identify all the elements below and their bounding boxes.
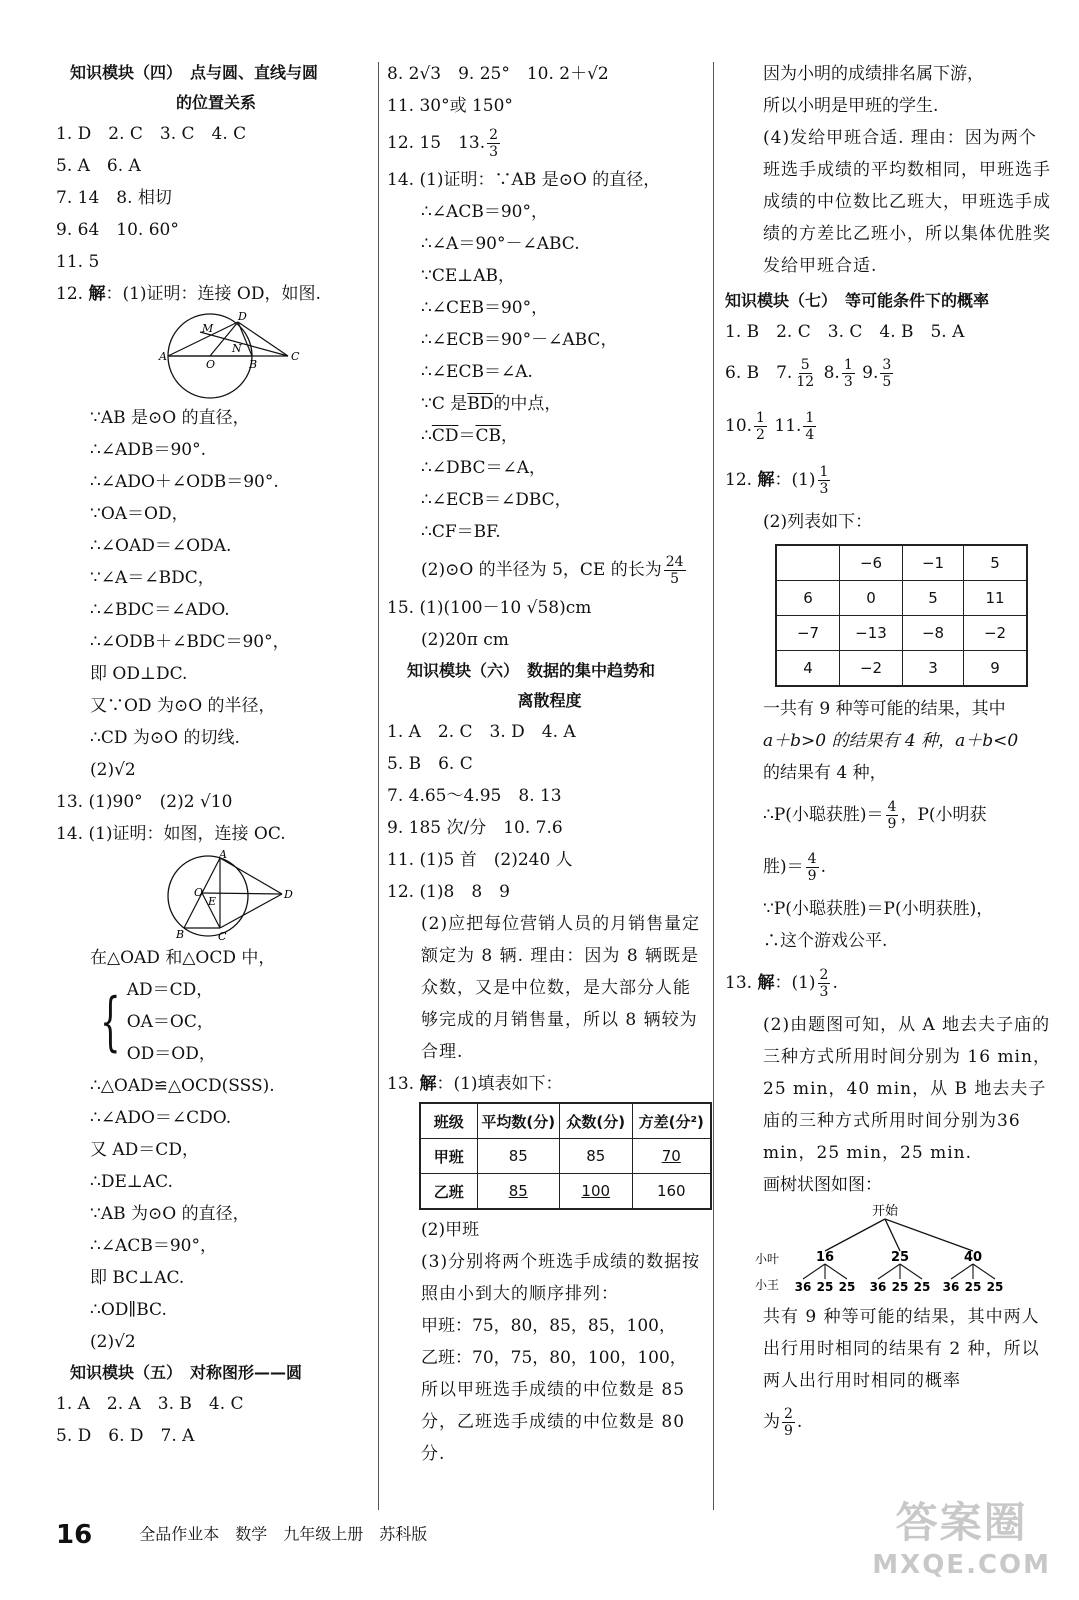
answer-line: 1. B 2. C 3. C 4. B 5. A xyxy=(725,322,965,342)
score-table xyxy=(419,1102,712,1210)
watermark-text: 答案圈 xyxy=(895,1498,1028,1547)
tree-leaf: 25 xyxy=(838,1280,856,1294)
fraction: $\frac{1}{3}$ xyxy=(843,357,853,390)
tree-leaf: 25 xyxy=(964,1280,982,1294)
answer-line: 8. 2√3 9. 25° 10. 2＋√2 xyxy=(387,64,609,84)
proof-line: ∴∠OAD＝∠ODA. xyxy=(90,536,232,556)
fraction: $\frac{4}{9}$ xyxy=(807,851,817,884)
paragraph: 所以甲班选手成绩的中位数是 85 分，乙班选手成绩的中位数是 80 分. xyxy=(421,1380,686,1464)
table-cell: −6 xyxy=(840,545,903,581)
paragraph: (4)发给甲班合适. 理由：因为两个班选手成绩的平均数相同，甲班选手成绩的中位数比乙班大，甲班选手成绩的方差比乙班小，所以集体优胜奖发给甲班合适. xyxy=(763,128,1051,276)
table-cell: 0 xyxy=(840,581,903,616)
point-label: A xyxy=(159,350,167,363)
proof-line: ∴∠CEB＝90°， xyxy=(421,298,549,318)
arc-label: $\overline{CD}$ xyxy=(431,426,459,446)
table-cell: 85 xyxy=(559,1139,632,1174)
answer-line: 10. $\frac{1}{2}$ 11. $\frac{1}{4}$ xyxy=(725,410,815,443)
proof-line: ∵AB 是⊙O 的直径， xyxy=(90,408,250,428)
arc-label: $\overline{BD}$ xyxy=(467,394,494,414)
proof-line: ∴∠ODB＋∠BDC＝90°， xyxy=(90,632,290,652)
answer-line: 12. 15 13. $\frac{2}{3}$ xyxy=(387,127,499,160)
table-cell: 100 xyxy=(559,1174,632,1210)
answer-line: (2)甲班 xyxy=(421,1220,480,1240)
tree-leaf: 25 xyxy=(913,1280,931,1294)
answer-line: 13. (1)90° (2)2 √10 xyxy=(56,792,233,812)
watermark-url: MXQE.COM xyxy=(872,1550,1051,1580)
tree-leaf: 25 xyxy=(986,1280,1004,1294)
answer-line: 1. A 2. A 3. B 4. C xyxy=(56,1394,244,1414)
table-cell: 85 xyxy=(477,1174,559,1210)
proof-line: (2)√2 xyxy=(90,760,136,780)
tree-node: 25 xyxy=(890,1250,910,1265)
table-cell: 3 xyxy=(903,651,964,687)
answer-line: (2)20π cm xyxy=(421,630,509,650)
answer-line: 画树状图如图： xyxy=(763,1175,882,1195)
proof-line: (2)√2 xyxy=(90,1332,136,1352)
column-3 xyxy=(725,58,1060,1447)
proof-line: OA＝OC， xyxy=(126,1012,214,1032)
proof-line: ∵∠A＝∠BDC， xyxy=(90,568,215,588)
section-heading: 知识模块（五） 对称图形——圆 xyxy=(70,1363,303,1382)
table-row xyxy=(776,581,1027,616)
point-label: B xyxy=(176,928,185,941)
fraction: $\frac{2}{3}$ xyxy=(819,967,829,1000)
proof-line: ∵CE⊥AB， xyxy=(421,266,515,286)
fraction: $\frac{4}{9}$ xyxy=(887,799,897,832)
proof-line: ∴CD 为⊙O 的切线. xyxy=(90,728,240,748)
answer-line: 11. 5 xyxy=(56,252,100,272)
proof-line: ∴∠ACB＝90°， xyxy=(421,202,548,222)
proof-line: $\therefore\overline{CD}=\overline{CB}$， xyxy=(421,426,518,446)
table-cell: 9 xyxy=(964,651,1028,687)
answer-line: 9. 185 次/分 10. 7.6 xyxy=(387,818,563,838)
proof-line: ∴∠ECB＝∠A. xyxy=(421,362,533,382)
circle-tangent-figure xyxy=(56,310,356,402)
point-label: C xyxy=(218,930,227,942)
section-heading: 的位置关系 xyxy=(175,93,256,112)
proof-line: ∴∠DBC＝∠A， xyxy=(421,458,547,478)
table-row xyxy=(776,651,1027,687)
answer-line: 5. B 6. C xyxy=(387,754,473,774)
tree-leaf: 25 xyxy=(816,1280,834,1294)
question-13: 13. 解：(1) $\frac{2}{3}$ . xyxy=(725,967,838,1000)
table-cell: 5 xyxy=(903,581,964,616)
answer-line: (2)列表如下： xyxy=(763,512,873,532)
answer-line: 6. B 7. $\frac{5}{12}$ 8. $\frac{1}{3}$ 9. $\frac{3}{5}$ xyxy=(725,357,892,390)
table-cell: −8 xyxy=(903,616,964,651)
sum-table xyxy=(775,544,1028,687)
fraction: $\frac{1}{4}$ xyxy=(805,410,815,443)
answer-line: 因为小明的成绩排名属下游， xyxy=(763,64,984,84)
point-label: B xyxy=(249,358,258,371)
point-label: D xyxy=(284,888,293,901)
proof-line: ∴CF＝BF. xyxy=(421,522,501,542)
proof-line: ∴OD∥BC. xyxy=(90,1300,167,1320)
column-divider xyxy=(713,62,714,1510)
fraction: $\frac{1}{3}$ xyxy=(819,464,829,497)
proof-line: ∴∠ECB＝∠DBC， xyxy=(421,490,572,510)
fraction: $\frac{5}{12}$ xyxy=(796,357,815,390)
fraction: $\frac{2}{3}$ xyxy=(489,127,499,160)
table-cell: 乙班 xyxy=(420,1174,477,1210)
proof-line: 即 OD⊥DC. xyxy=(90,664,188,684)
answer-line: 9. 64 10. 60° xyxy=(56,220,179,240)
arc-label: $\overline{CB}$ xyxy=(475,426,501,446)
table-cell: −2 xyxy=(964,616,1028,651)
fraction: $\frac{3}{5}$ xyxy=(882,357,892,390)
paragraph: (2)应把每位营销人员的月销售量定额定为 8 辆. 理由：因为 8 辆既是众数，又是中位数，是大部分人能够完成的月销售量，所以 8 辆较为合理. xyxy=(421,914,701,1062)
table-row xyxy=(420,1174,711,1210)
section-heading: 离散程度 xyxy=(517,691,582,710)
equation-system xyxy=(56,974,376,1070)
tree-node: 40 xyxy=(963,1250,983,1265)
point-label: E xyxy=(208,895,217,908)
paragraph: (3)分别将两个班选手成绩的数据按照由小到大的顺序排列： xyxy=(421,1252,701,1304)
proof-line: ∴∠ADO＝∠CDO. xyxy=(90,1108,232,1128)
proof-line: 又 AD＝CD， xyxy=(90,1140,199,1160)
point-label: O xyxy=(206,358,216,371)
proof-line: (2)⊙O 的半径为 5，CE 的长为 $\frac{24}{5}$ xyxy=(421,554,684,587)
section-heading: 知识模块（四） 点与圆、直线与圆 xyxy=(70,63,319,82)
answer-line: 1. D 2. C 3. C 4. C xyxy=(56,124,247,144)
table-cell: −2 xyxy=(840,651,903,687)
answer-line: a＋b>0 的结果有 4 种，a＋b<0 xyxy=(763,731,1019,751)
column-1 xyxy=(56,58,376,1452)
proof-line: ∴∠BDC＝∠ADO. xyxy=(90,600,230,620)
answer-line: 所以小明是甲班的学生. xyxy=(763,96,939,116)
proof-line: ∴∠ADB＝90°. xyxy=(90,440,206,460)
tree-leaf: 36 xyxy=(794,1280,812,1294)
tree-start: 开始 xyxy=(871,1204,899,1219)
proof-line: 在△OAD 和△OCD 中， xyxy=(90,948,276,968)
table-cell: −13 xyxy=(840,616,903,651)
point-label: N xyxy=(232,342,242,355)
table-cell xyxy=(776,545,840,581)
table-header: 班级 xyxy=(420,1103,477,1139)
answer-line: ∵P(小聪获胜)＝P(小明获胜)， xyxy=(763,899,994,919)
table-cell: 甲班 xyxy=(420,1139,477,1174)
section-heading: 知识模块（七） 等可能条件下的概率 xyxy=(725,291,990,310)
proof-line: 即 BC⊥AC. xyxy=(90,1268,185,1288)
answer-line: 胜)＝ $\frac{4}{9}$ . xyxy=(763,851,826,884)
proof-line: ∴△OAD≌△OCD(SSS). xyxy=(90,1076,275,1096)
table-row xyxy=(420,1139,711,1174)
question-14: 14. (1)证明：∵AB 是⊙O 的直径， xyxy=(387,170,661,190)
point-label: A xyxy=(219,850,227,861)
paragraph: (2)由题图可知，从 A 地去夫子庙的三种方式所用时间分别为 16 min，25 min，40 min，从 B 地去夫子庙的三种方式所用时间分别为36 min，25 min，25 min. xyxy=(763,1015,1051,1163)
answer-line: 7. 14 8. 相切 xyxy=(56,188,172,208)
page-footer xyxy=(56,1520,427,1550)
answer-line: 11. 30°或 150° xyxy=(387,96,513,116)
question-14: 14. (1)证明：如图，连接 OC. xyxy=(56,824,286,844)
question-12: 12. 解：(1)证明：连接 OD，如图. xyxy=(56,284,321,304)
tree-node: 16 xyxy=(815,1250,835,1265)
answer-line: ∴P(小聪获胜)＝ $\frac{4}{9}$ ，P(小明获 xyxy=(763,799,987,832)
point-label: M xyxy=(202,322,214,335)
answer-line: 5. A 6. A xyxy=(56,156,141,176)
proof-line: ∵AB 为⊙O 的直径， xyxy=(90,1204,250,1224)
tree-level-label: 小王 xyxy=(755,1278,780,1292)
book-title: 全品作业本 数学 九年级上册 苏科版 xyxy=(139,1524,428,1544)
table-header: 众数(分) xyxy=(559,1103,632,1139)
table-cell: 11 xyxy=(964,581,1028,616)
answer-line: 的结果有 4 种， xyxy=(763,763,887,783)
answer-line: 15. (1)(100－10 √58)cm xyxy=(387,598,592,618)
tree-level-label: 小叶 xyxy=(755,1252,780,1266)
answer-line: 乙班：70，75，80，100，100， xyxy=(421,1348,687,1368)
paragraph: 共有 9 种等可能的结果，其中两人出行用时相同的结果有 2 种，所以两人出行用时相同的概率 xyxy=(763,1307,1040,1391)
point-label: C xyxy=(291,350,300,363)
question-12: 12. 解：(1) $\frac{1}{3}$ xyxy=(725,464,829,497)
table-cell: 160 xyxy=(632,1174,711,1210)
table-cell: 5 xyxy=(964,545,1028,581)
answer-line: 12. (1)8 8 9 xyxy=(387,882,510,902)
question-13: 13. 解：(1)填表如下： xyxy=(387,1074,563,1094)
table-row xyxy=(776,545,1027,581)
proof-line: 又∵OD 为⊙O 的半径， xyxy=(90,696,276,716)
column-2 xyxy=(387,58,712,1470)
tree-leaf: 36 xyxy=(942,1280,960,1294)
table-cell: 70 xyxy=(632,1139,711,1174)
proof-line: ∴∠ACB＝90°， xyxy=(90,1236,217,1256)
point-label: O xyxy=(194,886,204,899)
proof-line: ∵C 是$\overline{BD}$的中点， xyxy=(421,394,562,414)
proof-line: ∴∠A＝90°－∠ABC. xyxy=(421,234,580,254)
tree-leaf: 36 xyxy=(869,1280,887,1294)
proof-line: ∴∠ADO＋∠ODB＝90°. xyxy=(90,472,279,492)
tree-diagram xyxy=(725,1201,1055,1301)
proof-line: ∵OA＝OD， xyxy=(90,504,189,524)
answer-line: ∴这个游戏公平. xyxy=(763,931,888,951)
section-heading: 知识模块（六） 数据的集中趋势和 xyxy=(407,661,656,680)
table-header: 平均数(分) xyxy=(477,1103,559,1139)
watermark xyxy=(872,1490,1051,1580)
column-divider xyxy=(378,62,379,1510)
table-cell: 6 xyxy=(776,581,840,616)
fraction: $\frac{2}{9}$ xyxy=(784,1406,793,1439)
answer-line: 11. (1)5 首 (2)240 人 xyxy=(387,850,573,870)
table-cell: −1 xyxy=(903,545,964,581)
answer-line: 7. 4.65～4.95 8. 13 xyxy=(387,786,562,806)
table-cell: 4 xyxy=(776,651,840,687)
proof-line: AD＝CD， xyxy=(126,980,214,1000)
point-label: D xyxy=(238,310,247,323)
proof-line: ∴∠ECB＝90°－∠ABC， xyxy=(421,330,618,350)
answer-line: 甲班：75，80，85，85，100， xyxy=(421,1316,676,1336)
table-row xyxy=(776,616,1027,651)
table-cell: 85 xyxy=(477,1139,559,1174)
table-header: 方差(分²) xyxy=(632,1103,711,1139)
proof-line: ∴DE⊥AC. xyxy=(90,1172,173,1192)
proof-line: OD＝OD， xyxy=(126,1044,216,1064)
fraction: $\frac{1}{2}$ xyxy=(756,410,765,443)
table-cell: −7 xyxy=(776,616,840,651)
answer-line: 为 $\frac{2}{9}$ . xyxy=(763,1406,803,1439)
tree-leaf: 25 xyxy=(891,1280,909,1294)
answer-line: 1. A 2. C 3. D 4. A xyxy=(387,722,576,742)
circle-congruence-figure xyxy=(56,850,356,942)
answer-line: 一共有 9 种等可能的结果，其中 xyxy=(763,699,1006,719)
fraction: $\frac{24}{5}$ xyxy=(665,554,684,587)
brace-symbol: { xyxy=(100,985,121,1059)
answer-line: 5. D 6. D 7. A xyxy=(56,1426,195,1446)
page-number: 16 xyxy=(56,1520,93,1550)
